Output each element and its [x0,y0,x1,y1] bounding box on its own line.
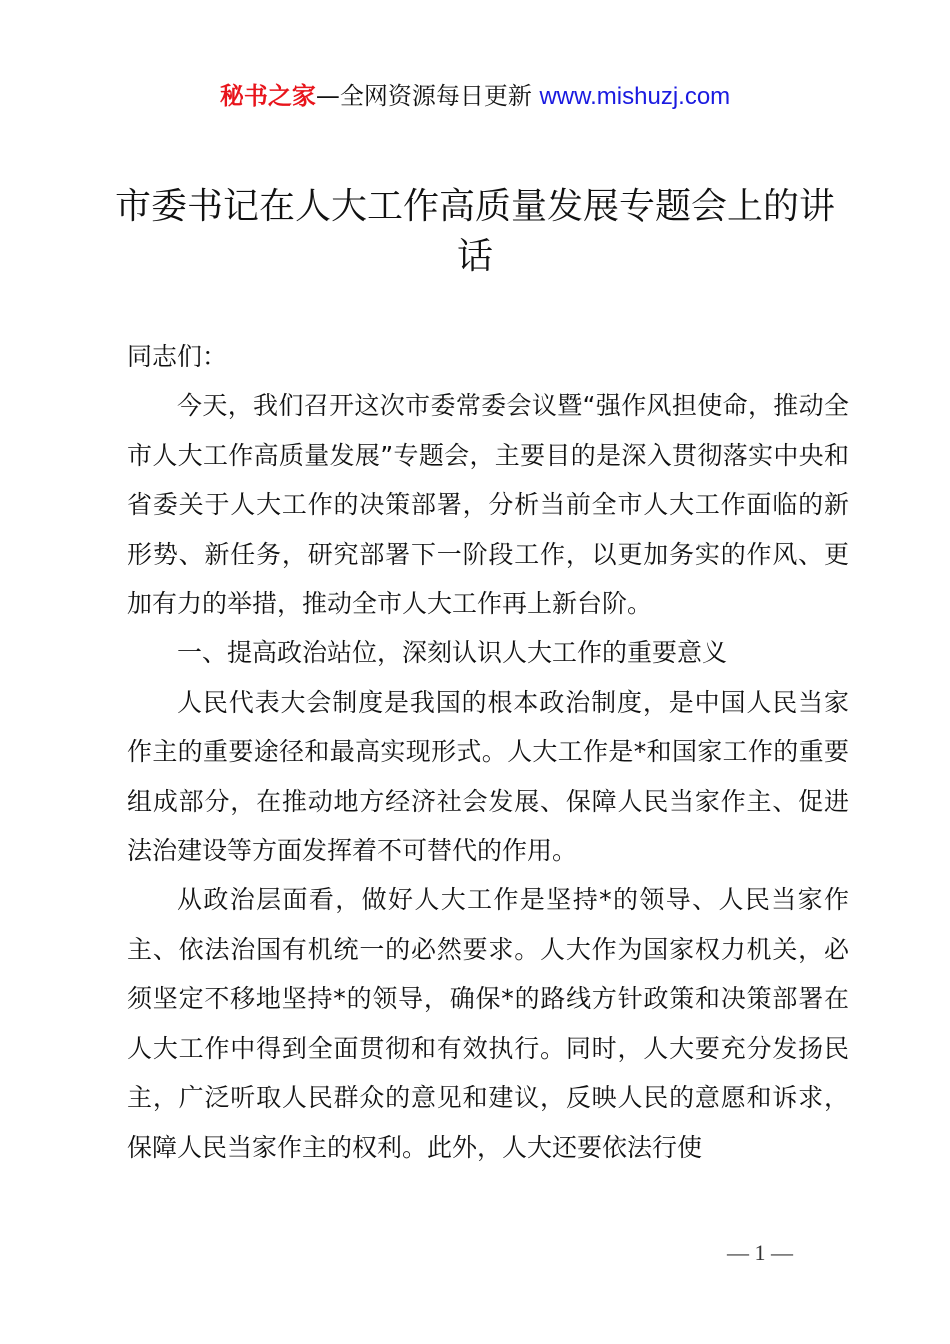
site-brand: 秘书之家 [219,82,316,110]
site-url[interactable]: www.mishuzj.com [539,83,731,110]
site-banner [0,80,950,113]
paragraph-system: 人民代表大会制度是我国的根本政治制度，是中国人民当家作主的重要途径和最高实现形式。人大工作是*和国家工作的重要组成部分，在推动地方经济社会发展、保障人民当家作主、促进法治建设等方面发挥着不可替代的作用。 [127,687,849,866]
salutation: 同志们： [127,342,228,371]
site-tagline: —全网资源每日更新 [315,82,540,110]
page-number: — 1 — [727,1240,793,1265]
section-heading-1: 一、提高政治站位，深刻认识人大工作的重要意义 [177,638,728,668]
paragraph-intro: 今天，我们召开这次市委常委会议暨“强作风担使命，推动全市人大工作高质量发展”专题会，主要目的是深入贯彻落实中央和省委关于人大工作的决策部署，分析当前全市人大工作面临的新形势、新任务，研究部署下一阶段工作，以更加务实的作风、更加有力的举措，推动全市人大工作再上新台阶。 [127,391,849,619]
document-body [127,332,849,1172]
document-title: 市委书记在人大工作高质量发展专题会上的讲话 [114,186,835,277]
paragraph-political: 从政治层面看，做好人大工作是坚持*的领导、人民当家作主、依法治国有机统一的必然要求。人大作为国家权力机关，必须坚定不移地坚持*的领导，确保*的路线方针政策和决策部署在人大工作中得到全面贯彻和有效执行。同时，人大要充分发扬民主，广泛听取人民群众的意见和建议，反映人民的意愿和诉求，保障人民当家作主的权利。此外，人大还要依法行使 [127,885,849,1162]
